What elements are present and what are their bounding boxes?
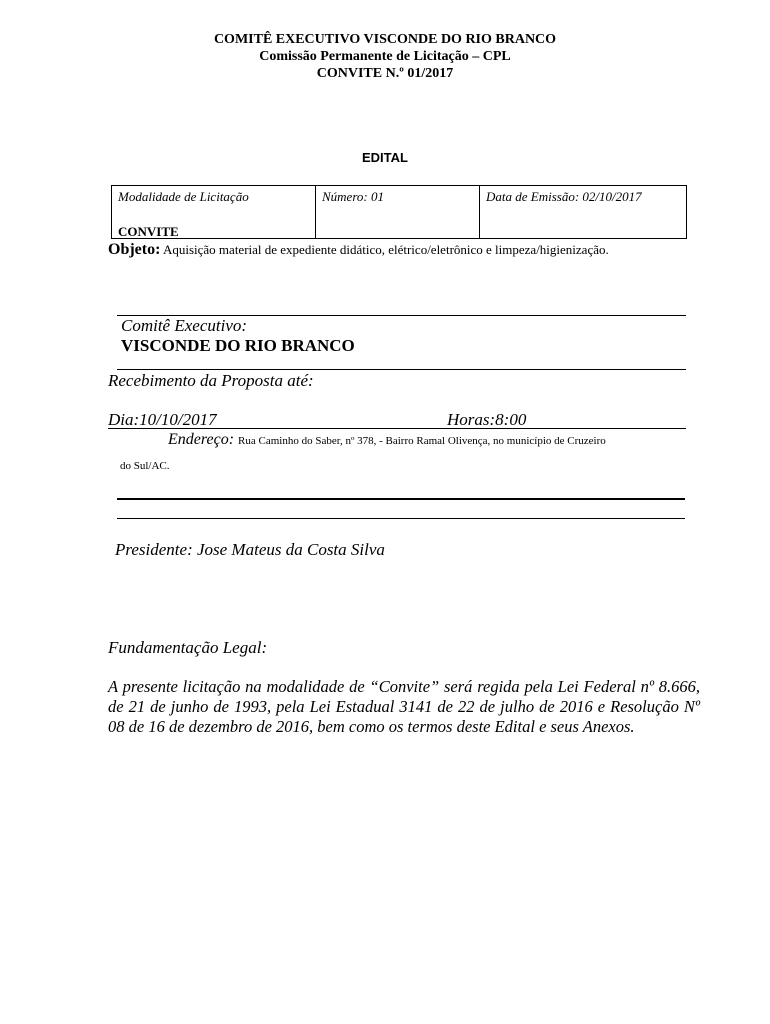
modalidade-cell (112, 186, 316, 238)
fundamentacao-text: A presente licitação na modalidade de “Convite” será regida pela Lei Federal nº 8.666, de 21 de junho de 1993, pela Lei Estadual 3141 de 22 de julho de 2016 e Resolução Nº 08 de 16 de dezembro de 2016, bem como os termos deste Edital e seus Anexos. (108, 677, 700, 736)
fundamentacao-label: Fundamentação Legal: (108, 638, 268, 657)
endereco-line (168, 431, 606, 449)
divider (108, 428, 686, 429)
objeto-text: Aquisição material de expediente didático, elétrico/eletrônico e limpeza/higienização. (160, 242, 609, 257)
presidente-text: Presidente: Jose Mateus da Costa Silva (115, 540, 385, 559)
divider (117, 518, 685, 519)
data-emissao-text: Data de Emissão: 02/10/2017 (486, 189, 642, 204)
header-commission: Comissão Permanente de Licitação – CPL (259, 49, 511, 64)
numero-text: Número: 01 (322, 189, 384, 204)
modalidade-value: CONVITE (118, 224, 179, 239)
header-committee-name: COMITÊ EXECUTIVO VISCONDE DO RIO BRANCO (213, 32, 557, 47)
objeto-paragraph (108, 241, 688, 259)
header-convite-number: CONVITE N.º 01/2017 (316, 66, 454, 81)
info-table (111, 185, 687, 239)
divider (117, 369, 686, 370)
comite-name: VISCONDE DO RIO BRANCO (121, 336, 355, 355)
endereco-text-cont: do Sul/AC. (120, 460, 170, 472)
recebimento-label: Recebimento da Proposta até: (108, 371, 314, 390)
modalidade-label: Modalidade de Licitação (118, 189, 249, 204)
recebimento-dia: Dia:10/10/2017 (108, 410, 217, 429)
recebimento-horas: Horas:8:00 (447, 410, 527, 429)
divider (117, 498, 685, 500)
numero-cell (316, 186, 480, 238)
endereco-text: Rua Caminho do Saber, nº 378, - Bairro Ramal Olivença, no município de Cruzeiro (238, 435, 606, 447)
edital-title: EDITAL (362, 150, 408, 165)
objeto-label: Objeto: (108, 241, 161, 258)
endereco-label: Endereço: (168, 431, 235, 448)
comite-label: Comitê Executivo: (121, 316, 248, 335)
data-emissao-cell (480, 186, 686, 238)
